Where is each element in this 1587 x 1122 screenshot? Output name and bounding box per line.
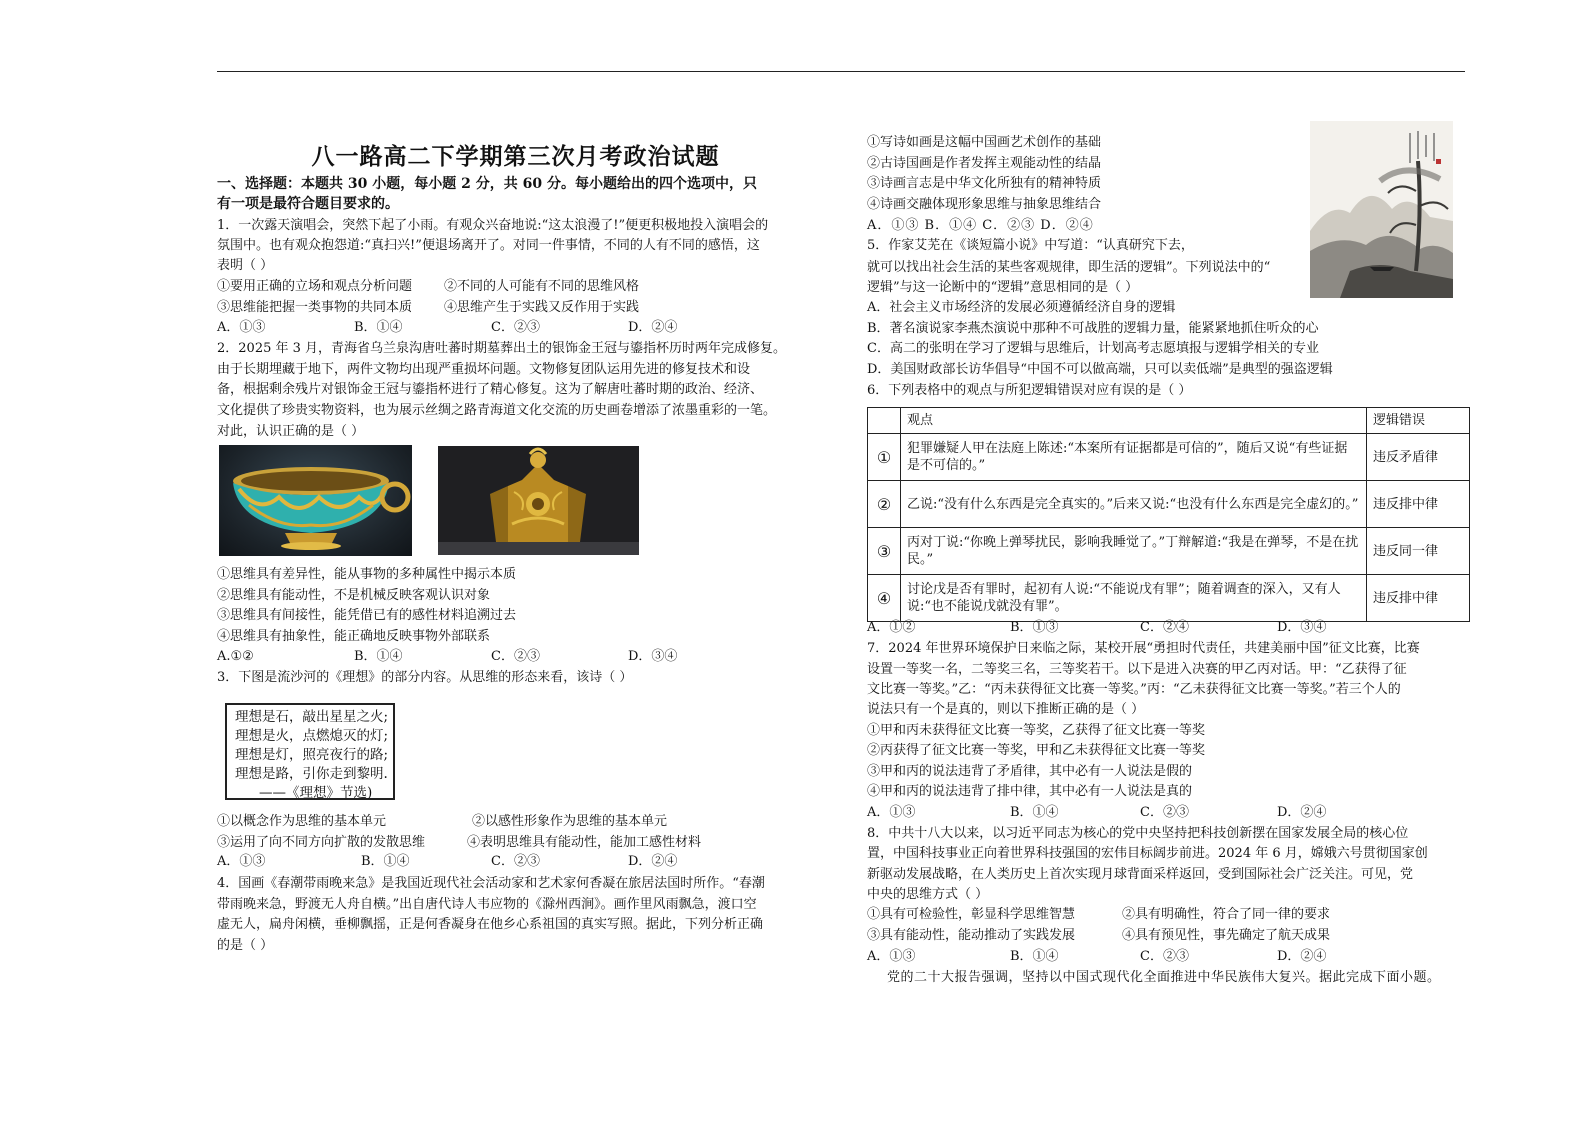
row-index: ②	[868, 481, 901, 528]
table-header-error: 逻辑错误	[1367, 408, 1470, 434]
q4-statement-3: ③诗画言志是中华文化所独有的精神特质	[867, 176, 1102, 191]
poem-line: 理想是灯，照亮夜行的路;	[235, 747, 389, 763]
q8-statement-1: ①具有可检验性，彰显科学思维智慧	[867, 907, 1076, 922]
q1-stem-line: 氛围中。也有观众抱怨道:“真扫兴!”便退场离开了。对同一件事情，不同的人有不同的感悟，这	[217, 238, 760, 253]
q8-stem-line: 8．中共十八大以来，以习近平同志为核心的党中央坚持把科技创新摆在国家发展全局的核心位	[867, 826, 1409, 841]
q1-statement-1: ①要用正确的立场和观点分析问题	[217, 279, 413, 294]
q1-option-c: C．②③	[491, 320, 540, 335]
q3-option-b: B．①④	[361, 854, 410, 869]
q7-statement-3: ③甲和丙的说法违背了矛盾律，其中必有一人说法是假的	[867, 764, 1193, 779]
row-view: 乙说:“没有什么东西是完全真实的。”后来又说:“也没有什么东西是完全虚幻的。”	[901, 481, 1367, 528]
page-title: 八一路高二下学期第三次月考政治试题	[311, 143, 720, 170]
q8-stem-line: 新驱动发展战略，在人类历史上首次实现月球背面采样返回，受到国际社会广泛关注。可见，党	[867, 867, 1414, 882]
q4-statement-2: ②古诗国画是作者发挥主观能动性的结晶	[867, 156, 1102, 171]
table-row	[868, 434, 1470, 481]
q2-stem-line: 文化提供了珍贵实物资料，也为展示丝绸之路青海道文化交流的历史画卷增添了浓墨重彩的一笔。	[217, 403, 777, 418]
q2-option-d: D．③④	[628, 649, 678, 664]
q2-statement-2: ②思维具有能动性，不是机械反映客观认识对象	[217, 588, 491, 603]
q8-option-b: B．①④	[1010, 949, 1059, 964]
q5-option-c: C．高二的张明在学习了逻辑与思维后，计划高考志愿填报与逻辑学相关的专业	[867, 341, 1319, 356]
q1-stem-line: 1．一次露天演唱会，突然下起了小雨。有观众兴奋地说:“这太浪漫了!”便更积极地投入演唱会的	[217, 218, 769, 233]
row-error: 违反排中律	[1367, 575, 1470, 622]
q5-option-d: D．美国财政部长访华倡导“中国不可以做高端，只可以卖低端”是典型的强盗逻辑	[867, 362, 1333, 377]
q2-stem-line: 2．2025 年 3 月，青海省乌兰泉沟唐吐蕃时期墓葬出土的银饰金王冠与鎏指杯历时两年完成修复。	[217, 341, 787, 356]
q7-stem-line: 设置一等奖一名，二等奖三名，三等奖若干。以下是进入决赛的甲乙丙对话。甲：“乙获得了征	[867, 662, 1407, 677]
q1-statement-3: ③思维能把握一类事物的共同本质	[217, 300, 413, 315]
poem-excerpt-box	[225, 703, 395, 800]
q3-stem-line: 3．下图是流沙河的《理想》的部分内容。从思维的形态来看，该诗（ ）	[217, 670, 633, 685]
q2-option-a: A.①②	[217, 649, 254, 664]
poem-line: 理想是石，敲出星星之火;	[235, 709, 389, 725]
q3-option-c: C．②③	[491, 854, 540, 869]
q5-option-b: B．著名演说家李燕杰演说中那种不可战胜的逻辑力量，能紧紧地抓住听众的心	[867, 321, 1319, 336]
q6-option-b: B．①③	[1010, 620, 1059, 635]
q8-stem-line: 置，中国科技事业正向着世界科技强国的宏伟目标阔步前进。2024 年 6 月，嫦娥六号贯彻国家创	[867, 846, 1428, 861]
q1-stem-line: 表明（ ）	[217, 258, 274, 273]
row-index: ④	[868, 575, 901, 622]
q1-option-a: A．①③	[217, 320, 266, 335]
q6-option-a: A．①②	[867, 620, 916, 635]
q1-statement-2: ②不同的人可能有不同的思维风格	[444, 279, 640, 294]
q5-option-a: A．社会主义市场经济的发展必须遵循经济自身的逻辑	[867, 300, 1176, 315]
q2-stem-line: 备，根据剩余残片对银饰金王冠与鎏指杯进行了精心修复。这为了解唐吐蕃时期的政治、经济、	[217, 382, 764, 397]
section-heading-line1: 一、选择题：本题共 30 小题，每小题 2 分，共 60 分。每小题给出的四个选项中，只	[217, 176, 757, 192]
poem-source: ——《理想》节选)	[259, 785, 373, 801]
q7-option-a: A．①③	[867, 805, 916, 820]
q3-statement-3: ③运用了向不同方向扩散的发散思维	[217, 835, 426, 850]
q3-statement-1: ①以概念作为思维的基本单元	[217, 814, 387, 829]
table-header-index	[868, 408, 901, 434]
q5-stem-line: 就可以找出社会生活的某些客观规律，即生活的逻辑”。下列说法中的“	[867, 260, 1271, 275]
table-row	[868, 575, 1470, 622]
q7-stem-line: 7．2024 年世界环境保护日来临之际，某校开展“勇担时代责任，共建美丽中国”征文比赛，比赛	[867, 641, 1420, 656]
q2-option-b: B．①④	[354, 649, 403, 664]
q2-statement-1: ①思维具有差异性，能从事物的多种属性中揭示本质	[217, 567, 517, 582]
q3-statement-2: ②以感性形象作为思维的基本单元	[472, 814, 668, 829]
artifact-cup-photo	[219, 445, 412, 556]
q5-stem-line: 5．作家艾芜在《谈短篇小说》中写道：“认真研究下去，	[867, 238, 1194, 253]
q2-statement-4: ④思维具有抽象性，能正确地反映事物外部联系	[217, 629, 491, 644]
q4-statement-4: ④诗画交融体现形象思维与抽象思维结合	[867, 197, 1102, 212]
q2-stem-line: 对此，认识正确的是（ ）	[217, 424, 365, 439]
q7-option-d: D．②④	[1277, 805, 1327, 820]
q4-stem-line: 的是（ ）	[217, 938, 274, 953]
q7-option-b: B．①④	[1010, 805, 1059, 820]
q7-stem-line: 文比赛一等奖。”乙：“丙未获得征文比赛一等奖。”丙：“乙未获得征文比赛一等奖。”若三个人的	[867, 682, 1401, 697]
row-error: 违反排中律	[1367, 481, 1470, 528]
logic-error-table	[867, 407, 1470, 622]
q8-option-a: A．①③	[867, 949, 916, 964]
header-rule	[217, 71, 1465, 72]
q7-stem-line: 说法只有一个是真的，则以下推断正确的是（ ）	[867, 702, 1145, 717]
row-error: 违反同一律	[1367, 528, 1470, 575]
q7-statement-4: ④甲和丙的说法违背了排中律，其中必有一人说法是真的	[867, 784, 1193, 799]
row-index: ③	[868, 528, 901, 575]
q6-option-d: D．③④	[1277, 620, 1327, 635]
q3-option-a: A．①③	[217, 854, 266, 869]
q6-stem-line: 6．下列表格中的观点与所犯逻辑错误对应有误的是（ ）	[867, 383, 1192, 398]
artifact-crown-photo	[438, 446, 639, 555]
q2-stem-line: 由于长期埋藏于地下，两件文物均出现严重损坏问题。文物修复团队运用先进的修复技术和设	[217, 362, 751, 377]
row-index: ①	[868, 434, 901, 481]
q7-statement-2: ②丙获得了征文比赛一等奖，甲和乙未获得征文比赛一等奖	[867, 743, 1206, 758]
ink-painting-image	[1310, 121, 1453, 298]
table-header-row	[868, 408, 1470, 434]
q3-option-d: D．②④	[628, 854, 678, 869]
q1-statement-4: ④思维产生于实践又反作用于实践	[444, 300, 640, 315]
q8-stem-line: 中央的思维方式（ ）	[867, 887, 989, 902]
row-error: 违反矛盾律	[1367, 434, 1470, 481]
q7-option-c: C．②③	[1140, 805, 1189, 820]
q7-statement-1: ①甲和丙未获得征文比赛一等奖，乙获得了征文比赛一等奖	[867, 723, 1206, 738]
q1-option-b: B．①④	[354, 320, 403, 335]
q8-statement-4: ④具有预见性，事先确定了航天成果	[1122, 928, 1331, 943]
q3-statement-4: ④表明思维具有能动性，能加工感性材料	[467, 835, 702, 850]
q5-stem-line: 逻辑”与这一论断中的“逻辑”意思相同的是（ ）	[867, 280, 1139, 295]
q2-option-c: C．②③	[491, 649, 540, 664]
table-header-view: 观点	[901, 408, 1367, 434]
q8-statement-2: ②具有明确性，符合了同一律的要求	[1122, 907, 1331, 922]
q4-options: A．①③ B．①④ C．②③ D．②④	[867, 218, 1094, 233]
table-row	[868, 528, 1470, 575]
poem-line: 理想是火，点燃熄灭的灯;	[235, 728, 389, 744]
q8-option-c: C．②③	[1140, 949, 1189, 964]
q2-statement-3: ③思维具有间接性，能凭借已有的感性材料追溯过去	[217, 608, 517, 623]
q8-statement-3: ③具有能动性，能动推动了实践发展	[867, 928, 1076, 943]
q8-option-d: D．②④	[1277, 949, 1327, 964]
q6-option-c: C．②④	[1140, 620, 1189, 635]
row-view: 讨论戊是否有罪时，起初有人说:“不能说戊有罪”；随着调查的深入，又有人说:“也不能说戊就没有罪”。	[901, 575, 1367, 622]
q4-stem-line: 带雨晚来急，野渡无人舟自横。”出自唐代诗人韦应物的《滁州西涧》。画作里风雨飘急，渡口空	[217, 897, 757, 912]
poem-line: 理想是路，引你走到黎明.	[235, 766, 388, 782]
q4-statement-1: ①写诗如画是这幅中国画艺术创作的基础	[867, 135, 1102, 150]
q4-stem-line: 虚无人，扁舟闲横，垂柳飘摇，正是何香凝身在他乡心系祖国的真实写照。据此，下列分析正确	[217, 917, 764, 932]
q4-stem-line: 4．国画《春潮带雨晚来急》是我国近现代社会活动家和艺术家何香凝在旅居法国时所作。“春潮	[217, 876, 765, 891]
passage-intro: 党的二十大报告强调，坚持以中国式现代化全面推进中华民族伟大复兴。据此完成下面小题。	[887, 970, 1441, 985]
q1-option-d: D．②④	[628, 320, 678, 335]
table-row	[868, 481, 1470, 528]
section-heading-line2: 有一项是最符合题目要求的。	[217, 196, 399, 212]
row-view: 犯罪嫌疑人甲在法庭上陈述:“本案所有证据都是可信的”，随后又说“有些证据是不可信的。”	[901, 434, 1367, 481]
row-view: 丙对丁说:“你晚上弹琴扰民，影响我睡觉了。”丁辩解道:“我是在弹琴，不是在扰民。”	[901, 528, 1367, 575]
